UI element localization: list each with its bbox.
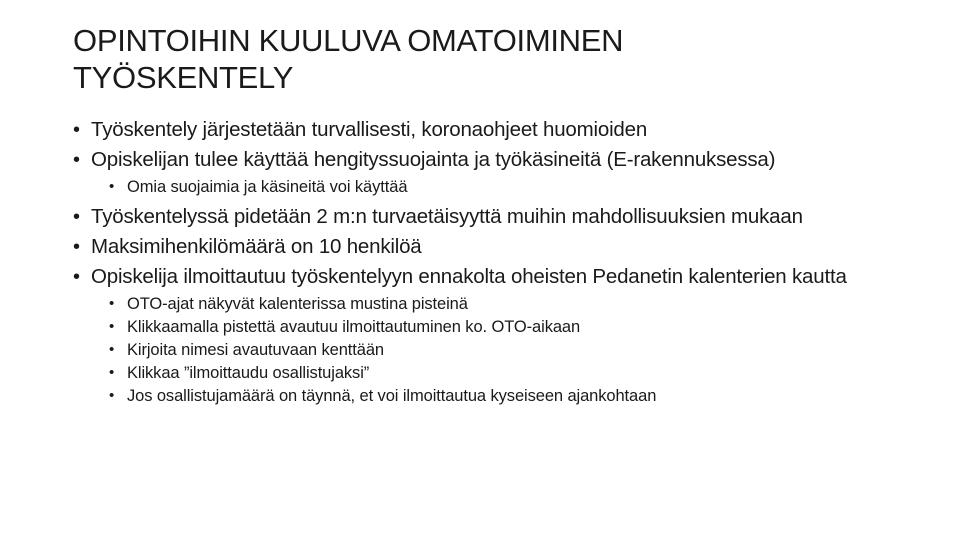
bullet-item	[73, 265, 913, 289]
sub-bullet-icon: •	[109, 318, 115, 335]
bullet-item	[73, 118, 913, 142]
sub-bullet-item	[73, 176, 913, 198]
bullet-text: Opiskelijan tulee käyttää hengityssuojainta ja työkäsineitä (E-rakennuksessa)	[91, 148, 776, 171]
sub-bullet-text: Jos osallistujamäärä on täynnä, et voi ilmoittautua kyseiseen ajankohtaan	[127, 387, 657, 405]
bullet-icon: •	[73, 236, 80, 258]
sub-bullet-text: Klikkaa ”ilmoittaudu osallistujaksi”	[127, 364, 370, 382]
sub-bullet-text: OTO-ajat näkyvät kalenterissa mustina pisteinä	[127, 295, 468, 313]
bullet-item	[73, 235, 913, 259]
sub-bullet-icon: •	[109, 387, 115, 404]
bullet-text: Maksimihenkilömäärä on 10 henkilöä	[91, 235, 422, 258]
bullet-icon: •	[73, 149, 80, 171]
bullet-text: Opiskelija ilmoittautuu työskentelyyn ennakolta oheisten Pedanetin kalenterien kautta	[91, 265, 847, 288]
bullet-icon: •	[73, 266, 80, 288]
sub-bullet-icon: •	[109, 295, 115, 312]
sub-bullet-item	[73, 385, 913, 407]
bullet-list	[73, 118, 913, 410]
sub-bullet-text: Klikkaamalla pistettä avautuu ilmoittautuminen ko. OTO-aikaan	[127, 318, 581, 336]
sub-bullet-item	[73, 293, 913, 315]
bullet-icon: •	[73, 119, 80, 141]
slide-title	[73, 22, 893, 96]
sub-bullet-item	[73, 362, 913, 384]
sub-bullet-icon: •	[109, 341, 115, 358]
bullet-icon: •	[73, 206, 80, 228]
bullet-text: Työskentelyssä pidetään 2 m:n turvaetäisyyttä muihin mahdollisuuksien mukaan	[91, 205, 803, 228]
sub-bullet-item	[73, 339, 913, 361]
bullet-item	[73, 148, 913, 172]
bullet-text: Työskentely järjestetään turvallisesti, koronaohjeet huomioiden	[91, 118, 648, 141]
sub-bullet-icon: •	[109, 178, 115, 195]
sub-bullet-text: Omia suojaimia ja käsineitä voi käyttää	[127, 178, 408, 196]
slide-title-line-2: TYÖSKENTELY	[73, 60, 294, 95]
sub-bullet-icon: •	[109, 364, 115, 381]
sub-bullet-text: Kirjoita nimesi avautuvaan kenttään	[127, 341, 384, 359]
bullet-item	[73, 205, 913, 229]
slide-title-line-1: OPINTOIHIN KUULUVA OMATOIMINEN	[73, 23, 624, 58]
sub-bullet-item	[73, 316, 913, 338]
